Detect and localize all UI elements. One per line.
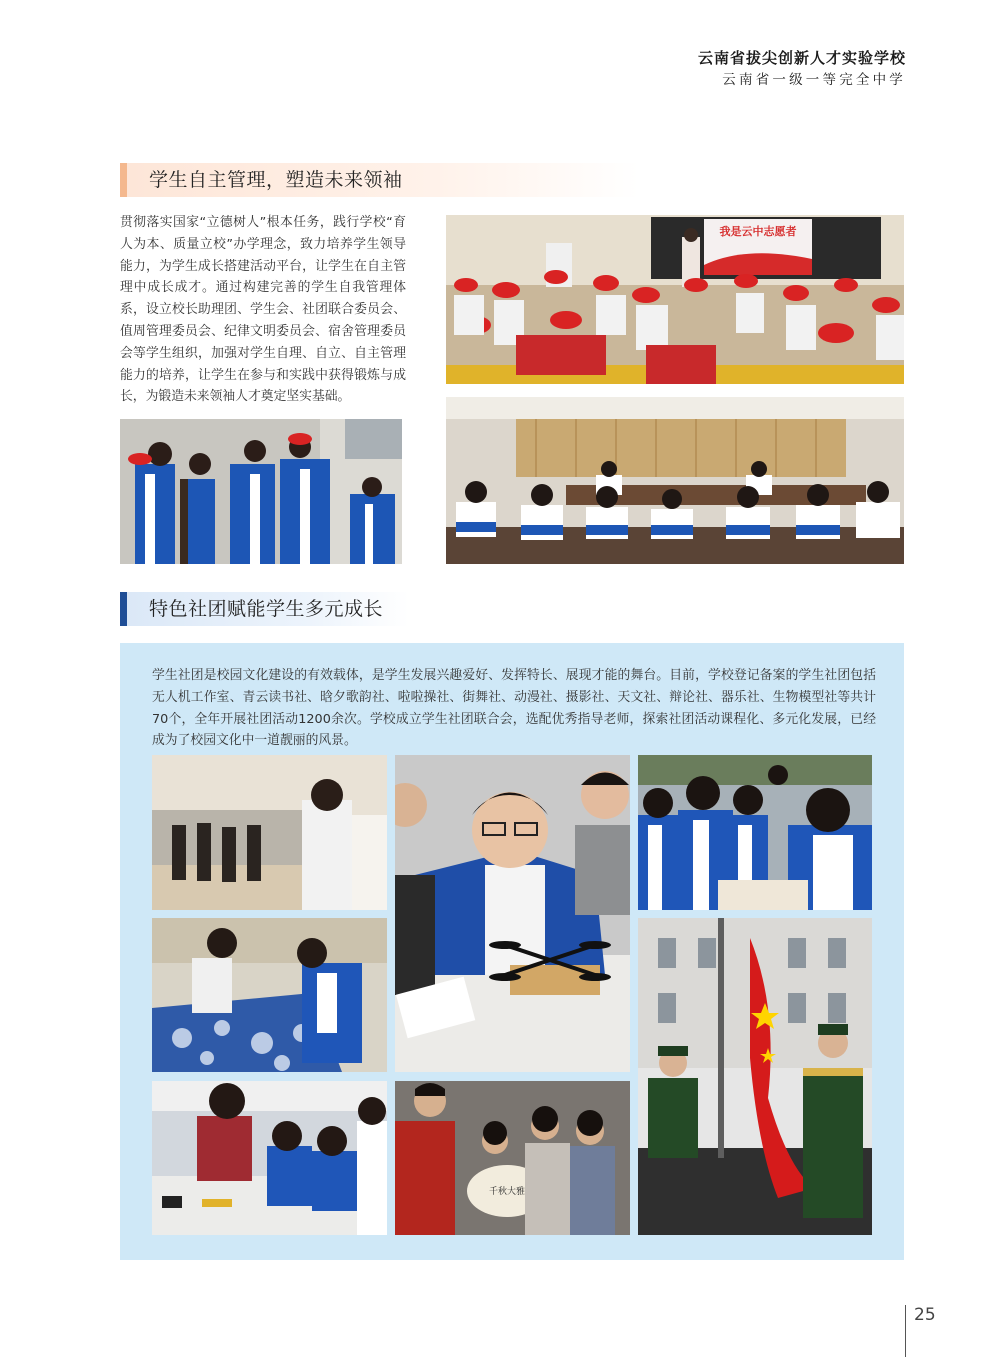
photo-art-club: [152, 918, 387, 1072]
title-accent-bar: [120, 592, 127, 626]
photo-electronics-club: [152, 1081, 387, 1235]
section1-paragraph: 贯彻落实国家“立德树人”根本任务，践行学校“育人为本、质量立校”办学理念，致力培养学生领导能力，为学生成长搭建活动平台，让学生在自主管理中成长成才。通过构建完善的学生自我管理体系，设立校长助理团、学生会、社团联合委员会、值周管理委员会、纪律文明委员会、宿舍管理委员会等学生组织，加强对学生自理、自立、自主管理能力的培养，让学生在参与和实践中获得锻炼与成长，为锻造未来领袖人才奠定坚实基础。: [120, 215, 406, 405]
photo-flag-raising: [638, 918, 872, 1235]
title-accent-bar: [120, 163, 127, 197]
section-title-text: 学生自主管理，塑造未来领袖: [127, 163, 639, 197]
section2-paragraph: 学生社团是校园文化建设的有效载体，是学生发展兴趣爱好、发挥特长、展现才能的舞台。目前，学校登记备案的学生社团包括无人机工作室、青云读书社、晗夕歌韵社、啦啦操社、街舞社、动漫社、摄影社、天文社、辩论社、器乐社、生物模型社等共计70个，全年开展社团活动1200余次。学校成立学生社团联合会，选配优秀指导老师，探索社团活动课程化、多元化发展，已经成为了校园文化中一道靓丽的风景。: [152, 668, 876, 749]
photo-handcraft-club: [638, 755, 872, 910]
school-name: 云南省拔尖创新人才实验学校: [697, 49, 906, 67]
photo-drone-club: [395, 755, 630, 1072]
photo-dance-club: [152, 755, 387, 910]
banner-text: 我是云中志愿者: [719, 225, 797, 238]
page-header: [698, 48, 906, 90]
photo-volunteer-meeting: [446, 215, 904, 384]
photo-council-meeting: [446, 397, 904, 564]
section-title-student-management: [120, 163, 639, 197]
fan-text: 千秋大雅: [488, 1187, 526, 1197]
photo-hanfu-club: [395, 1081, 630, 1235]
photo-students-outdoors: [120, 419, 402, 564]
page-number: 25: [914, 1305, 936, 1325]
school-rank: 云南省一级一等完全中学: [722, 72, 906, 88]
section-title-text: 特色社团赋能学生多元成长: [127, 592, 409, 626]
page-number-divider: [905, 1305, 906, 1357]
section-title-clubs: [120, 592, 409, 626]
